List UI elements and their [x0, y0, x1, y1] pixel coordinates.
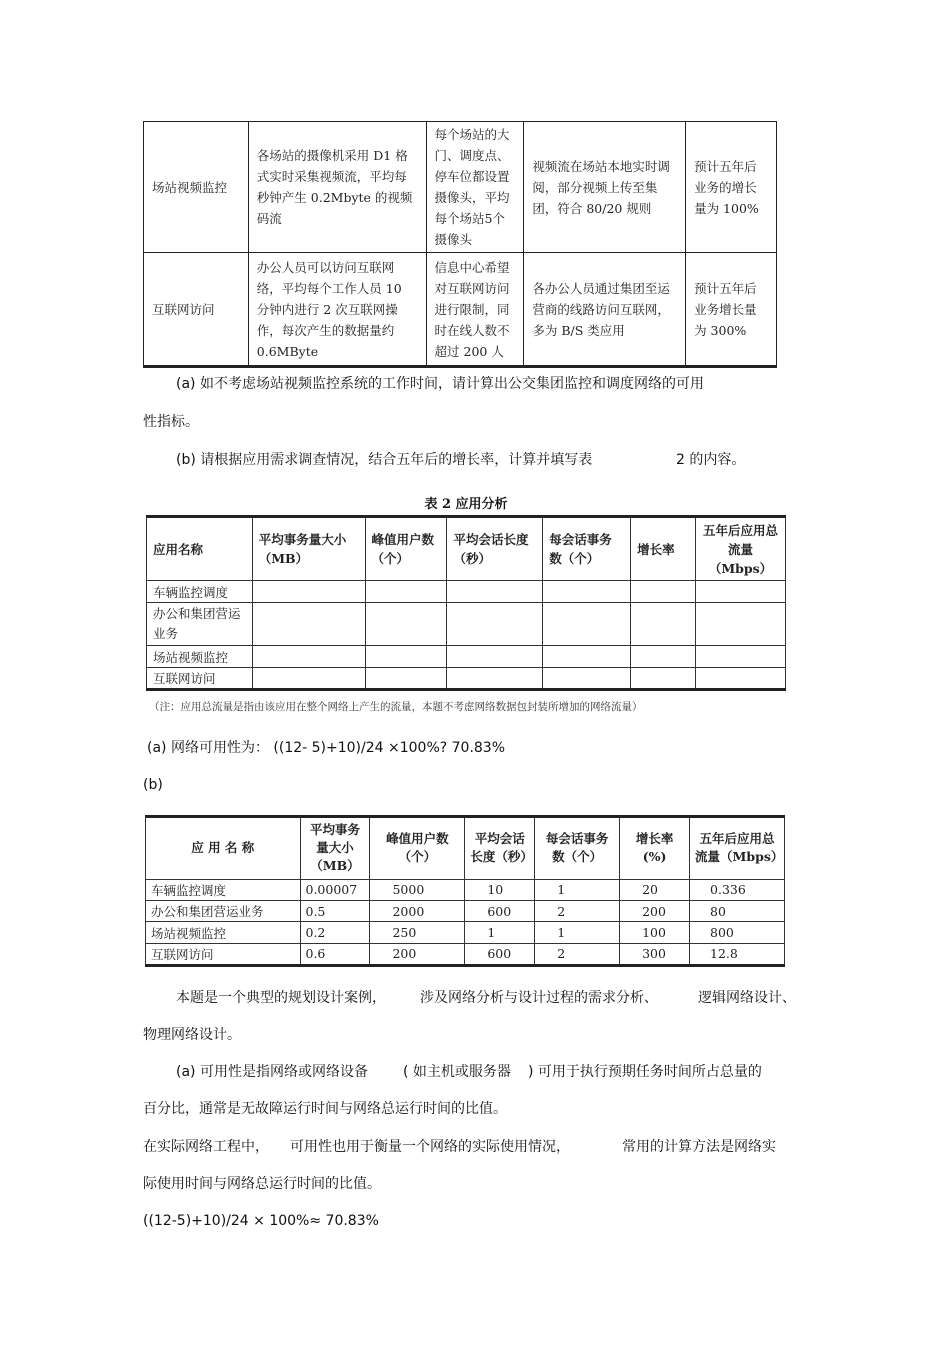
header-cell: 五年后应用总流量（Mbps） — [690, 817, 785, 880]
empty-cell — [447, 581, 543, 603]
empty-cell — [696, 646, 786, 668]
availability-formula: ((12-5)+10)/24 × 100%≈ 70.83% — [143, 1213, 379, 1229]
table-cell: 1 — [535, 879, 620, 900]
explanation-3-part1: 在实际网络工程中， — [143, 1139, 269, 1155]
table-cell: 预计五年后业务增长量为 300% — [686, 253, 777, 367]
empty-cell — [252, 668, 365, 690]
table-cell: 信息中心希望对互联网访问进行限制，同时在线人数不超过 200 人 — [426, 253, 524, 367]
empty-cell — [365, 668, 447, 690]
table-cell: 0.00007 — [300, 879, 370, 900]
requirements-table — [143, 121, 777, 368]
empty-cell — [252, 603, 365, 646]
application-analysis-answer-table — [145, 815, 785, 967]
table-cell: 办公和集团营运业务 — [146, 901, 301, 922]
explanation-1-part3: 逻辑网络设计、 — [698, 990, 796, 1006]
table-cell: 0.5 — [300, 901, 370, 922]
empty-cell — [543, 603, 631, 646]
table-row — [147, 668, 786, 690]
table-row — [147, 603, 786, 646]
table-cell: 车辆监控调度 — [147, 581, 253, 603]
header-cell: 平均事务量大小（MB） — [300, 817, 370, 880]
empty-cell — [447, 668, 543, 690]
header-cell: 五年后应用总流量（Mbps） — [696, 517, 786, 581]
explanation-3-part3: 常用的计算方法是网络实 — [622, 1139, 776, 1155]
empty-cell — [631, 581, 696, 603]
table-cell: 5000 — [370, 879, 465, 900]
table-cell: 预计五年后业务的增长量为 100% — [686, 122, 777, 253]
explanation-1-part2: 涉及网络分析与设计过程的需求分析、 — [420, 990, 658, 1006]
header-cell: 增长率(%) — [620, 817, 690, 880]
table-cell: 20 — [620, 879, 690, 900]
empty-cell — [696, 581, 786, 603]
question-b-right: 2 的内容。 — [676, 452, 746, 468]
empty-cell — [631, 668, 696, 690]
header-cell: 每会话事务数（个） — [535, 817, 620, 880]
header-cell: 应 用 名 称 — [146, 817, 301, 880]
table-cell: 场站视频监控 — [147, 646, 253, 668]
explanation-1-part1: 本题是一个典型的规划设计案例， — [176, 990, 386, 1006]
explanation-2-line2: 百分比，通常是无故障运行时间与网络总运行时间的比值。 — [143, 1101, 507, 1117]
table-cell: 各办公人员通过集团至运营商的线路访问互联网，多为 B/S 类应用 — [524, 253, 686, 367]
table-row — [146, 922, 785, 943]
question-a-line2: 性指标。 — [143, 414, 199, 430]
table-cell: 办公和集团营运业务 — [147, 603, 253, 646]
table-cell: 12.8 — [690, 943, 785, 965]
table-cell: 1 — [535, 922, 620, 943]
table-cell: 300 — [620, 943, 690, 965]
table-cell: 每个场站的大门、调度点、停车位都设置摄像头，平均每个场站5个摄像头 — [426, 122, 524, 253]
explanation-2-part2: ( 如主机或服务器 — [403, 1064, 511, 1080]
table-cell: 场站视频监控 — [144, 122, 249, 253]
table-cell: 0.336 — [690, 879, 785, 900]
empty-cell — [252, 581, 365, 603]
table-note: （注：应用总流量是指由该应用在整个网络上产生的流量，本题不考虑网络数据包封装所增加的网络流量） — [149, 701, 643, 713]
empty-cell — [543, 581, 631, 603]
explanation-1-line2: 物理网络设计。 — [143, 1027, 241, 1043]
table-cell: 80 — [690, 901, 785, 922]
table-cell: 各场站的摄像机采用 D1 格式实时采集视频流，平均每秒钟产生 0.2Mbyte 的视频码流 — [248, 122, 426, 253]
table-cell: 互联网访问 — [144, 253, 249, 367]
table-cell: 车辆监控调度 — [146, 879, 301, 900]
table-row — [147, 646, 786, 668]
table-cell: 200 — [370, 943, 465, 965]
empty-cell — [447, 603, 543, 646]
table-cell: 互联网访问 — [146, 943, 301, 965]
explanation-3-part2: 可用性也用于衡量一个网络的实际使用情况， — [290, 1139, 570, 1155]
table-cell: 250 — [370, 922, 465, 943]
empty-cell — [631, 603, 696, 646]
header-cell: 应用名称 — [147, 517, 253, 581]
table-cell: 100 — [620, 922, 690, 943]
table-header-row — [147, 517, 786, 581]
table-cell: 0.2 — [300, 922, 370, 943]
header-cell: 每会话事务数（个） — [543, 517, 631, 581]
application-analysis-table — [146, 515, 786, 691]
table-row — [146, 943, 785, 965]
table-cell: 800 — [690, 922, 785, 943]
table-cell: 2000 — [370, 901, 465, 922]
table-cell: 1 — [465, 922, 535, 943]
table-cell: 600 — [465, 943, 535, 965]
header-cell: 平均会话长度（秒） — [447, 517, 543, 581]
table-row — [146, 901, 785, 922]
table-cell: 600 — [465, 901, 535, 922]
table-cell: 200 — [620, 901, 690, 922]
table-row — [146, 879, 785, 900]
table-cell: 办公人员可以访问互联网络，平均每个工作人员 10 分钟内进行 2 次互联网操作，每次产生的数据量约 0.6MByte — [248, 253, 426, 367]
empty-cell — [252, 646, 365, 668]
header-cell: 峰值用户数（个） — [370, 817, 465, 880]
table-cell: 视频流在场站本地实时调阅，部分视频上传至集团，符合 80/20 规则 — [524, 122, 686, 253]
header-cell: 平均事务量大小（MB） — [252, 517, 365, 581]
table-cell: 10 — [465, 879, 535, 900]
table-row — [144, 253, 777, 367]
explanation-2-part3: ) 可用于执行预期任务时间所占总量的 — [528, 1064, 762, 1080]
question-b-left: (b) 请根据应用需求调查情况，结合五年后的增长率，计算并填写表 — [176, 452, 593, 468]
table-header-row — [146, 817, 785, 880]
answer-b-label: (b) — [143, 777, 163, 793]
header-cell: 增长率 — [631, 517, 696, 581]
empty-cell — [696, 603, 786, 646]
table-cell: 2 — [535, 901, 620, 922]
table-title: 表 2 应用分析 — [424, 497, 508, 512]
empty-cell — [696, 668, 786, 690]
empty-cell — [365, 603, 447, 646]
table-cell: 场站视频监控 — [146, 922, 301, 943]
table-cell: 0.6 — [300, 943, 370, 965]
empty-cell — [631, 646, 696, 668]
question-a-line1: (a) 如不考虑场站视频监控系统的工作时间，请计算出公交集团监控和调度网络的可用 — [176, 376, 704, 392]
table-cell: 互联网访问 — [147, 668, 253, 690]
empty-cell — [447, 646, 543, 668]
explanation-3-line2: 际使用时间与网络总运行时间的比值。 — [143, 1176, 381, 1192]
empty-cell — [365, 646, 447, 668]
empty-cell — [543, 668, 631, 690]
explanation-2-part1: (a) 可用性是指网络或网络设备 — [176, 1064, 368, 1080]
table-cell: 2 — [535, 943, 620, 965]
header-cell: 平均会话长度（秒） — [465, 817, 535, 880]
table-row — [144, 122, 777, 253]
application-analysis-blank — [143, 487, 789, 719]
header-cell: 峰值用户数（个） — [365, 517, 447, 581]
table-row — [147, 581, 786, 603]
empty-cell — [543, 646, 631, 668]
empty-cell — [365, 581, 447, 603]
answer-a: (a) 网络可用性为： ((12- 5)+10)/24 ×100%? 70.83% — [147, 740, 506, 756]
